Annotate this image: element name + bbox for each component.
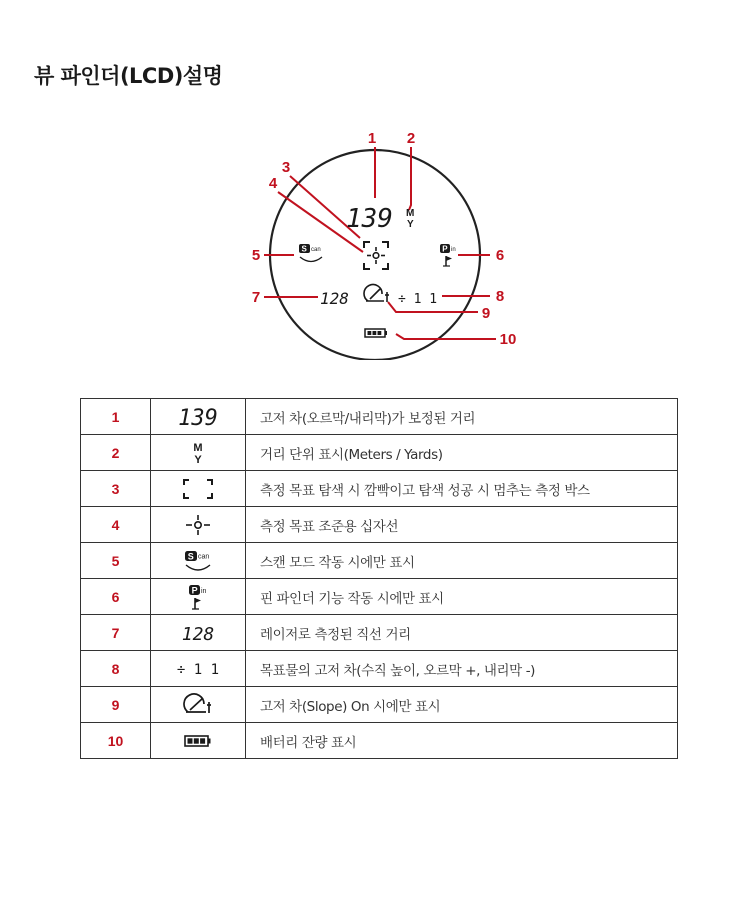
lcd-scan-icon xyxy=(299,244,322,262)
description: 레이저로 측정된 직선 거리 xyxy=(246,615,678,651)
svg-text:can: can xyxy=(311,247,321,253)
callout-3: 3 xyxy=(281,159,291,176)
description: 목표물의 고저 차(수직 높이, 오르막 +, 내리막 -) xyxy=(246,651,678,687)
row-number: 7 xyxy=(81,615,151,651)
table-row xyxy=(81,615,678,651)
symbol-cell xyxy=(151,543,246,579)
row-number: 5 xyxy=(81,543,151,579)
description: 핀 파인더 기능 작동 시에만 표시 xyxy=(246,579,678,615)
description: 스캔 모드 작동 시에만 표시 xyxy=(246,543,678,579)
table-row xyxy=(81,471,678,507)
page-title: 뷰 파인더(LCD)설명 xyxy=(34,64,223,88)
description: 배터리 잔량 표시 xyxy=(246,723,678,759)
symbol-cell xyxy=(151,507,246,543)
symbol-cell xyxy=(151,399,246,435)
symbol-cell xyxy=(151,723,246,759)
callout-8: 8 xyxy=(495,288,505,305)
svg-text:139: 139 xyxy=(178,405,218,429)
svg-text:in: in xyxy=(201,587,207,595)
callout-10: 10 xyxy=(499,331,517,348)
table-row xyxy=(81,687,678,723)
row-number: 10 xyxy=(81,723,151,759)
symbol-cell xyxy=(151,615,246,651)
description: 측정 목표 조준용 십자선 xyxy=(246,507,678,543)
seven-segment-distance-icon xyxy=(168,405,228,429)
lcd-pin-icon xyxy=(440,244,456,266)
table-row xyxy=(81,399,678,435)
description: 고저 차(오르막/내리막)가 보정된 거리 xyxy=(246,399,678,435)
lcd-battery-icon xyxy=(365,329,387,337)
svg-text:÷ 1 1: ÷ 1 1 xyxy=(176,661,220,678)
lcd-laser-distance: 128 xyxy=(320,289,349,308)
lcd-unit-m: M xyxy=(406,208,415,219)
lcd-distance: 139 xyxy=(346,204,393,234)
symbol-cell xyxy=(151,471,246,507)
callout-9: 9 xyxy=(481,305,491,322)
viewfinder-diagram xyxy=(200,120,560,360)
callout-5: 5 xyxy=(251,247,261,264)
symbol-cell xyxy=(151,579,246,615)
lcd-slope-icon xyxy=(364,285,389,302)
callout-2: 2 xyxy=(406,130,416,147)
symbol-cell xyxy=(151,435,246,471)
svg-text:can: can xyxy=(198,553,210,560)
row-number: 9 xyxy=(81,687,151,723)
table-row xyxy=(81,723,678,759)
callout-4: 4 xyxy=(268,175,278,192)
svg-text:in: in xyxy=(451,247,456,253)
svg-text:128: 128 xyxy=(181,623,215,644)
description: 거리 단위 표시(Meters / Yards) xyxy=(246,435,678,471)
row-number: 2 xyxy=(81,435,151,471)
lcd-crosshair xyxy=(367,247,385,264)
table-row xyxy=(81,507,678,543)
svg-text:P: P xyxy=(442,244,448,254)
pin-finder-icon xyxy=(185,583,211,611)
svg-text:Y: Y xyxy=(194,453,202,466)
svg-text:S: S xyxy=(187,551,194,561)
row-number: 4 xyxy=(81,507,151,543)
crosshair-icon xyxy=(183,513,213,537)
row-number: 3 xyxy=(81,471,151,507)
leader-10 xyxy=(396,334,496,339)
table-row xyxy=(81,579,678,615)
callout-1: 1 xyxy=(367,130,377,147)
row-number: 8 xyxy=(81,651,151,687)
lcd-legend-table xyxy=(80,398,678,759)
table-row xyxy=(81,435,678,471)
svg-text:S: S xyxy=(301,244,307,254)
callout-6: 6 xyxy=(495,247,505,264)
target-box-icon xyxy=(181,477,215,501)
description: 고저 차(Slope) On 시에만 표시 xyxy=(246,687,678,723)
scan-mode-icon xyxy=(182,548,214,574)
battery-icon xyxy=(182,733,214,749)
callout-7: 7 xyxy=(251,289,261,306)
lcd-height-difference: ÷ 1 1 xyxy=(398,292,438,307)
symbol-cell xyxy=(151,687,246,723)
lcd-unit-y: Y xyxy=(407,219,414,230)
table-row xyxy=(81,651,678,687)
svg-text:M: M xyxy=(193,441,203,454)
laser-distance-icon xyxy=(170,622,226,644)
description: 측정 목표 탐색 시 깜빡이고 탐색 성공 시 멈추는 측정 박스 xyxy=(246,471,678,507)
slope-icon xyxy=(181,693,215,717)
svg-text:P: P xyxy=(191,585,198,595)
row-number: 1 xyxy=(81,399,151,435)
symbol-cell xyxy=(151,651,246,687)
table-row xyxy=(81,543,678,579)
height-difference-icon xyxy=(165,658,231,680)
unit-indicator-icon xyxy=(188,440,208,466)
row-number: 6 xyxy=(81,579,151,615)
